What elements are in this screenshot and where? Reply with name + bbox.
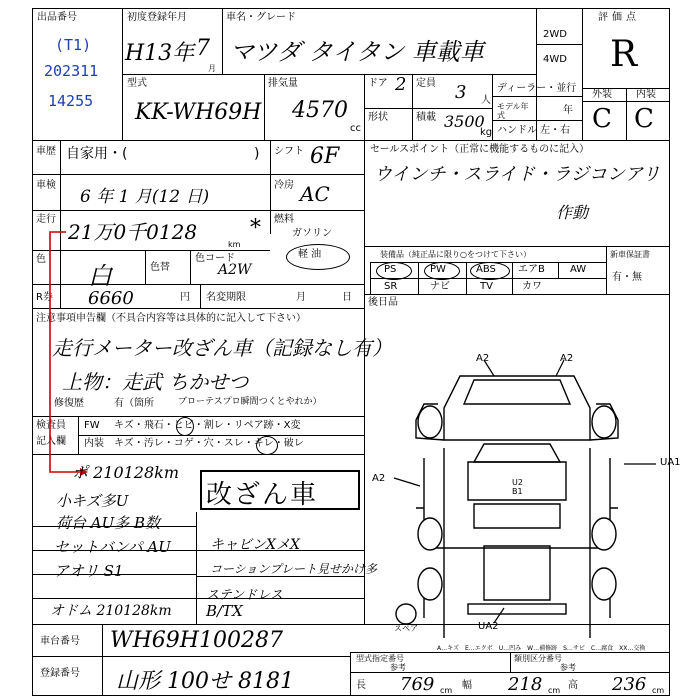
first-reg-month: 7 [196,36,210,61]
width-value: 218 [508,674,543,695]
diagram-mark-6: UA2 [478,621,499,632]
ac-label: 冷房 [274,180,294,191]
ext-label: 外装 [592,89,612,100]
mileage-label: 走行 [36,214,56,225]
displacement-label: 排気量 [268,78,298,89]
inspection-label: 車検 [36,180,56,191]
ac-value: AC [300,182,330,206]
comment-2: 改ざん車 [206,480,319,510]
model-value: KK-WH69H [135,100,262,125]
color-change-label: 色替 [150,262,170,273]
comment-5: セットバンパ AU [54,538,171,556]
height-unit: cm [652,686,665,695]
width-unit: cm [548,686,561,695]
color-code-value: A2W [218,262,252,278]
height-value: 236 [612,674,647,695]
category-label: 類別区分番号 [514,654,562,663]
fw-label: FW [84,420,100,431]
use-label: 車歴 [36,146,56,157]
comment-11: オドム 210128km [50,603,172,619]
car-name: マツダ タイタン 車載車 [230,38,484,66]
lot-line-1: (T1) [55,36,92,54]
first-reg-value: H13年 [125,41,195,66]
diagram-spare: スペア [394,624,418,633]
shape-label: 形状 [368,112,388,123]
reg-value: 山形 100せ 8181 [116,669,294,694]
displacement-unit: cc [350,123,361,134]
fw-items: キズ・飛石・ヒビ・割レ・リペア跡・X変 [114,420,301,431]
color-code-label: 色コード [195,253,235,264]
load-unit: kg [480,127,493,138]
notes-line-2: 上物：走武 ちかせつ [62,370,249,394]
length-value: 769 [400,674,435,695]
shift-label: シフト [274,146,304,157]
inspector-label-1: 検査員 [36,420,66,431]
repair-note: ブローテスプロ瞬間つくとやれか） [178,397,322,407]
load-value: 3500 [444,112,485,131]
dims-sub: 参考 [390,663,406,672]
comment-8: コーションプレート見せかけ多 [210,562,378,576]
recycle-value: 6660 [88,288,134,309]
capacity-unit: 人 [481,95,491,106]
handle-label: ハンドル 左・右 [497,125,571,136]
score-label: 評価点 [598,12,640,23]
first-reg-label: 初度登録年月 [127,12,187,23]
warranty-value: 有・無 [612,272,642,283]
sales-point-label: セールスポイント（正常に機能するものに記入） [370,144,590,155]
lot-line-2: 202311 [44,62,99,80]
repair-value: 有（箇所 [114,398,154,409]
shift-value: 6F [310,144,340,169]
comment-6: アオリ S1 [54,562,124,580]
capacity-label: 定員 [416,78,436,89]
use-value: 自家用・( [66,146,128,162]
drive-2wd: 2WD [543,29,567,40]
fuel-option: 軽 油 [298,249,322,260]
diagram-mark-4: A2 [372,473,386,484]
diagram-legend: A…キズ E…エクボ U…凹み W…補修跡 S…サビ C…腐食 XX…交換 [437,645,646,652]
lot-line-3: 14255 [48,92,94,110]
fuel-label: 燃料 [274,214,294,225]
load-label: 積載 [416,112,436,123]
equip-airbag: エアB [518,264,545,275]
first-reg-month-unit: 月 [208,64,216,73]
score-value: R [610,34,638,75]
name-change-month: 月 [296,292,306,303]
repair-label: 修復歴 [54,398,84,409]
int-items-label: 内装 [84,438,104,449]
mileage-unit: km [228,240,241,249]
model-label: 型式 [127,78,147,89]
diagram-mark-3: UA1 [660,457,681,468]
length-unit: cm [440,686,453,695]
equip-leather: カワ [522,281,542,292]
equip-pw: PW [430,264,446,275]
fuel-value: ガソリン [292,228,332,239]
door-value: 2 [395,74,407,95]
name-change-label: 名変期限 [206,292,246,303]
equip-abs: ABS [476,264,496,275]
equip-ps: PS [384,264,397,275]
sales-point-note: 作動 [556,203,589,222]
mileage-mark: * [250,216,261,241]
use-close: ) [254,146,260,162]
int-value: C [634,104,654,134]
diagram-mark-1: A2 [476,353,490,364]
sales-point-text: ウインチ・スライド・ラジコンアリ [374,164,661,185]
comment-7: キャビンXメX [210,537,300,553]
mileage-value: 21万0千0128 [68,220,198,244]
int-label: 内装 [636,89,656,100]
notes-line-1: 走行メーター改ざん車（記録なし有） [52,336,392,360]
drive-4wd: 4WD [543,54,567,65]
dealer-label: ディーラー・並行 [497,83,577,94]
width-label: 幅 [462,680,472,691]
lot-label: 出品番号 [37,12,77,23]
later-items-label: 後日品 [368,297,398,308]
model-year-unit: 年 [563,105,573,116]
color-value: 白 [88,262,112,290]
name-change-day: 日 [342,292,352,303]
inspection-value: 6 年 1 月(12 日) [80,187,210,207]
dims-label: 型式指定番号 [356,654,404,663]
equipment-label: 装備品（純正品に限り○をつけて下さい） [380,250,531,259]
recycle-unit: 円 [180,292,190,303]
ext-value: C [592,104,612,134]
chassis-value: WH69H100287 [110,628,283,653]
door-label: ドア [368,78,388,89]
name-label: 車名・グレード [226,12,296,23]
comment-9: ステンドレス [206,588,283,603]
equip-aw: AW [570,264,587,275]
notes-label: 注意事項申告欄（不具合内容等は具体的に記入して下さい） [36,313,306,324]
height-label: 高 [568,680,578,691]
diagram-mark-2: A2 [560,353,574,364]
length-label: 長 [356,680,366,691]
capacity-value: 3 [455,82,467,103]
displacement-value: 4570 [292,98,348,123]
vehicle-diagram [364,308,670,638]
comment-3: 小キズ多U [56,492,129,510]
chassis-label: 車台番号 [40,636,80,647]
equip-tv: TV [480,281,493,292]
comment-10: B/TX [206,602,243,620]
recycle-label: R券 [36,292,53,303]
reg-label: 登録番号 [40,668,80,679]
inspector-label-2: 記入欄 [36,436,66,447]
category-sub: 参考 [560,663,576,672]
color-label: 色 [36,254,46,265]
comment-4: 荷台 AU多 B数 [56,514,161,532]
diagram-mark-5: U2 B1 [512,478,523,496]
equip-sr: SR [384,281,398,292]
warranty-label: 新車保証書 [610,250,650,259]
equip-navi: ナビ [430,281,450,292]
model-year-label: モデル年式 [497,102,529,120]
comment-1: ポ 210128km [72,463,180,482]
int-items: キズ・汚レ・コゲ・穴・スレ・キレ・破レ [114,438,304,449]
